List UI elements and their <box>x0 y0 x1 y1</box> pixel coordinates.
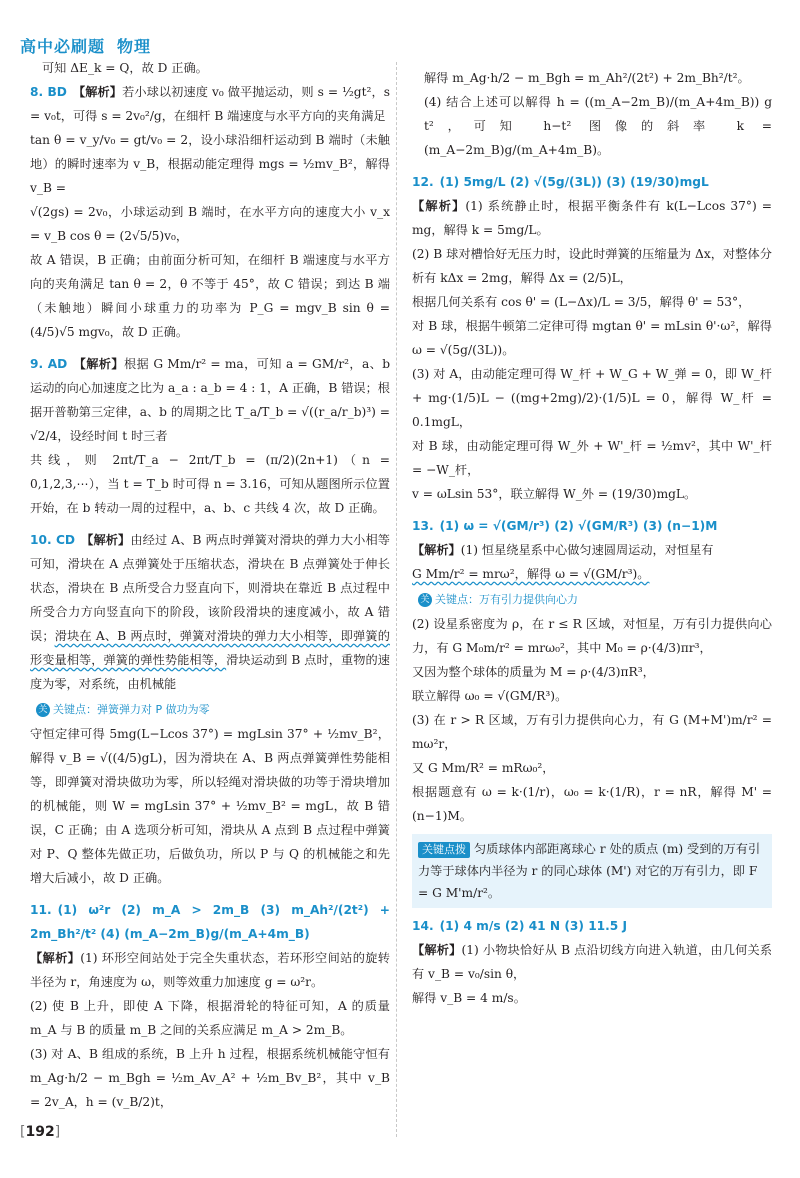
answer-summary: (1) 4 m/s (2) 41 N (3) 11.5 J <box>439 919 628 933</box>
wavy-underlined-text: 滑块在 A、B 两点时，弹簧对滑块的弹力大小相等，即弹簧的形变量相等，弹簧的弹性势能相等， <box>30 629 390 667</box>
solution-text: (2) 使 B 上升，即使 A 下降，根据滑轮的特征可知，A 的质量 m_A 与 B 的质量 m_B 之间的关系应满足 m_A > 2m_B。 <box>30 999 390 1037</box>
question-number: 13. <box>412 519 434 533</box>
page-number: [192] <box>20 1124 61 1140</box>
key-point-text: 关键点：万有引力提供向心力 <box>435 593 578 606</box>
carry-over-line: 可知 ΔE_k = Q，故 D 正确。 <box>42 61 208 75</box>
key-insight-text: 匀质球体内部距离球心 r 处的质点 (m) 受到的万有引力等于球体内半径为 r 的同心球体 (M') 对它的万有引力，即 F = G M'm/r²。 <box>418 842 761 900</box>
question-number: 8. BD <box>30 85 67 99</box>
key-insight-box <box>412 834 772 908</box>
answer-summary: (1) ω = √(GM/r³) (2) √(GM/R³) (3) (n−1)M <box>439 519 718 533</box>
solution-text: 联立解得 ω₀ = √(GM/R³)。 <box>412 689 568 703</box>
solution-10 <box>30 528 390 890</box>
analysis-tag: 【解析】 <box>30 951 81 965</box>
analysis-tag: 【解析】 <box>412 943 462 957</box>
solution-9 <box>30 352 390 520</box>
solution-11 <box>30 898 390 1114</box>
solution-text: 若小球以初速度 v₀ 做平抛运动，则 s = ½gt²，s = v₀t，可得 s = 2v₀²/g，在细杆 B 端速度与水平方向的夹角满足 <box>30 85 391 123</box>
solution-text: 守恒定律可得 5mg(L−Lcos 37°) = mgLsin 37° + ½mv_B²，解得 v_B = √((4/5)gL)，因为滑块在 A、B 两点弹簧弹性势能相等，即弹簧对滑块做功为零，所以轻绳对滑块做的功等于滑块增加的机械能，则 W = mgLsin 37° + ½mv_B² = mgL，故 B 错误，C 正确；由 A 选项分析可知，滑块从 A 点到 B 点过程中弹簧对 P、Q 整体先做正功，后做负功，所以 P 与 Q 的机械能之和先增大后减小，故 D 正确。 <box>30 727 390 885</box>
solution-text: √(2gs) = 2v₀，小球运动到 B 端时，在水平方向的速度大小 v_x = v_B cos θ = (2√5/5)v₀， <box>30 205 390 243</box>
solution-text: 根据题意有 ω = k·(1/r)，ω₀ = k·(1/R)，r = nR，解得 M' = (n−1)M。 <box>412 785 772 823</box>
book-title: 高中必刷题 <box>20 37 106 56</box>
key-point-note <box>418 588 578 612</box>
wavy-underlined-text: G Mm/r² = mrω²，解得 ω = √(GM/r³)。 <box>412 567 650 581</box>
solution-text: (2) B 球对槽恰好无压力时，设此时弹簧的压缩量为 Δx，对整体分析有 kΔx = 2mg，解得 Δx = (2/5)L， <box>412 247 772 285</box>
solution-text: (1) 恒星绕星系中心做匀速圆周运动，对恒星有 <box>460 543 714 557</box>
solution-text: 对 B 球，根据牛顿第二定律可得 mgtan θ' = mLsin θ'·ω²，解得 ω = √(5g/(3L))。 <box>412 319 772 357</box>
solution-text: 故 A 错误，B 正确；由前面分析可知，在细杆 B 端速度与水平方向的夹角满足 tan θ = 2，θ 不等于 45°，故 C 错误；到达 B 端（未触地）瞬间小球重力的功率为 P_G = mgv_B sin θ = (4/5)√5 mgv₀，故 D 正确。 <box>30 253 390 339</box>
solution-13 <box>412 514 772 908</box>
solution-text: (2) 设星系密度为 ρ，在 r ≤ R 区域，对恒星，万有引力提供向心力，有 G M₀m/r² = mrω₀²，其中 M₀ = ρ·(4/3)πr³， <box>412 617 772 655</box>
analysis-tag: 【解析】 <box>73 357 124 371</box>
key-point-icon: 关 <box>36 703 50 717</box>
solution-text: 由经过 A、B 两点时弹簧对滑块的弹力大小相等可知，滑块在 A 点弹簧处于压缩状态，滑块在 B 点弹簧处于伸长状态，滑块在 B 点所受合力竖直向下，则滑块在靠近 B 点过程中所受合力方向竖直向下的阶段，该阶段滑块的速度减小，故 A 错误； <box>30 533 390 643</box>
key-point-text: 关键点：弹簧弹力对 P 做功为零 <box>53 703 210 716</box>
key-insight-label: 关键点拨 <box>418 842 470 858</box>
analysis-tag: 【解析】 <box>72 85 123 99</box>
solution-text: (3) 在 r > R 区域，万有引力提供向心力，有 G (M+M')m/r² = mω²r， <box>412 713 772 751</box>
solution-14 <box>412 914 772 1010</box>
subject-label: 物理 <box>117 37 152 56</box>
solution-12 <box>412 170 772 506</box>
right-column <box>412 66 772 1010</box>
solution-text: (1) 小物块恰好从 B 点沿切线方向进入轨道，由几何关系有 v_B = v₀/sin θ， <box>412 943 773 981</box>
solution-text: (1) 环形空间站处于完全失重状态，若环形空间站的旋转半径为 r，角速度为 ω，则等效重力加速度 g = ω²r。 <box>30 951 390 989</box>
solution-text: (3) 对 A，由动能定理可得 W_杆 + W_G + W_弹 = 0，即 W_杆 + mg·(1/5)L − ((mg+2mg)/2)·(1/5)L = 0，解得 W_杆 = 0.1mgL， <box>412 367 772 429</box>
analysis-tag: 【解析】 <box>412 543 461 557</box>
solution-text: 又 G Mm/R² = mRω₀²， <box>412 761 555 775</box>
solution-text: 滑块运动到 B 点时，重物的速度为零，对系统，由机械能 <box>30 653 390 691</box>
solution-text: (3) 对 A、B 组成的系统，B 上升 h 过程，根据系统机械能守恒有 m_Ag·h/2 − m_Bgh = ½m_Av_A² + ½m_Bv_B²，其中 v_B = 2v_A，h = (v_B/2)t， <box>30 1047 390 1109</box>
solution-text: 对 B 球，由动能定理可得 W_外 + W'_杆 = ½mv²，其中 W'_杆 = −W_杆， <box>412 439 772 477</box>
question-number: 12. <box>412 175 434 189</box>
answer-summary: (1) 5mg/L (2) √(5g/(3L)) (3) (19/30)mgL <box>439 175 709 189</box>
solution-text: tan θ = v_y/v₀ = gt/v₀ = 2，设小球沿细杆运动到 B 端时（未触地）的瞬时速率为 v_B，根据动能定理得 mgs = ½mv_B²，解得 v_B = <box>30 133 390 195</box>
analysis-tag: 【解析】 <box>412 199 466 213</box>
question-number: 14. <box>412 919 434 933</box>
question-number: 11. <box>30 903 52 917</box>
solution-8 <box>30 80 390 344</box>
left-column <box>30 56 390 1114</box>
running-header <box>20 34 151 57</box>
question-number: 10. CD <box>30 533 76 547</box>
solution-text: 解得 m_Ag·h/2 − m_Bgh = m_Ah²/(2t²) + 2m_Bh²/t²。 <box>424 71 750 85</box>
solution-text: 根据几何关系有 cos θ' = (L−Δx)/L = 3/5，解得 θ' = 53°， <box>412 295 751 309</box>
solution-text: 解得 v_B = 4 m/s。 <box>412 991 526 1005</box>
solution-text: 根据 G Mm/r² = ma，可知 a = GM/r²，a、b 运动的向心加速度之比为 a_a : a_b = 4 : 1，A 正确，B 错误；根据开普勒第三定律，a、b 的周期之比 T_a/T_b = √((r_a/r_b)³) = √2/4，设经时间 t 时三者 <box>30 357 391 443</box>
question-number: 9. AD <box>30 357 68 371</box>
key-point-note <box>36 698 210 722</box>
solution-text: (4) 结合上述可以解得 h = ((m_A−2m_B)/(m_A+4m_B)) g t²，可知 h−t² 图像的斜率 k = (m_A−2m_B)g/(m_A+4m_B)。 <box>424 95 772 157</box>
solution-text: v = ωLsin 53°，联立解得 W_外 = (19/30)mgL。 <box>412 487 697 501</box>
answer-summary: (1) ω²r (2) m_A > 2m_B (3) m_Ah²/(2t²) + 2m_Bh²/t² (4) (m_A−2m_B)g/(m_A+4m_B) <box>30 903 390 941</box>
key-point-icon: 关 <box>418 593 432 607</box>
column-divider <box>396 62 397 1137</box>
solution-text: 又因为整个球体的质量为 M = ρ·(4/3)πR³， <box>412 665 655 679</box>
solution-text: 共线，则 2πt/T_a − 2πt/T_b = (π/2)(2n+1)（n = 0,1,2,3,⋯），当 t = T_b 时可得 n = 3.16，可知从题图所示位置开始，在 b 转动一周的过程中，a、b、c 共线 4 次，故 D 正确。 <box>30 453 390 515</box>
analysis-tag: 【解析】 <box>81 533 131 547</box>
solution-text: (1) 系统静止时，根据平衡条件有 k(L−Lcos 37°) = mg，解得 k = 5mg/L。 <box>412 199 772 237</box>
